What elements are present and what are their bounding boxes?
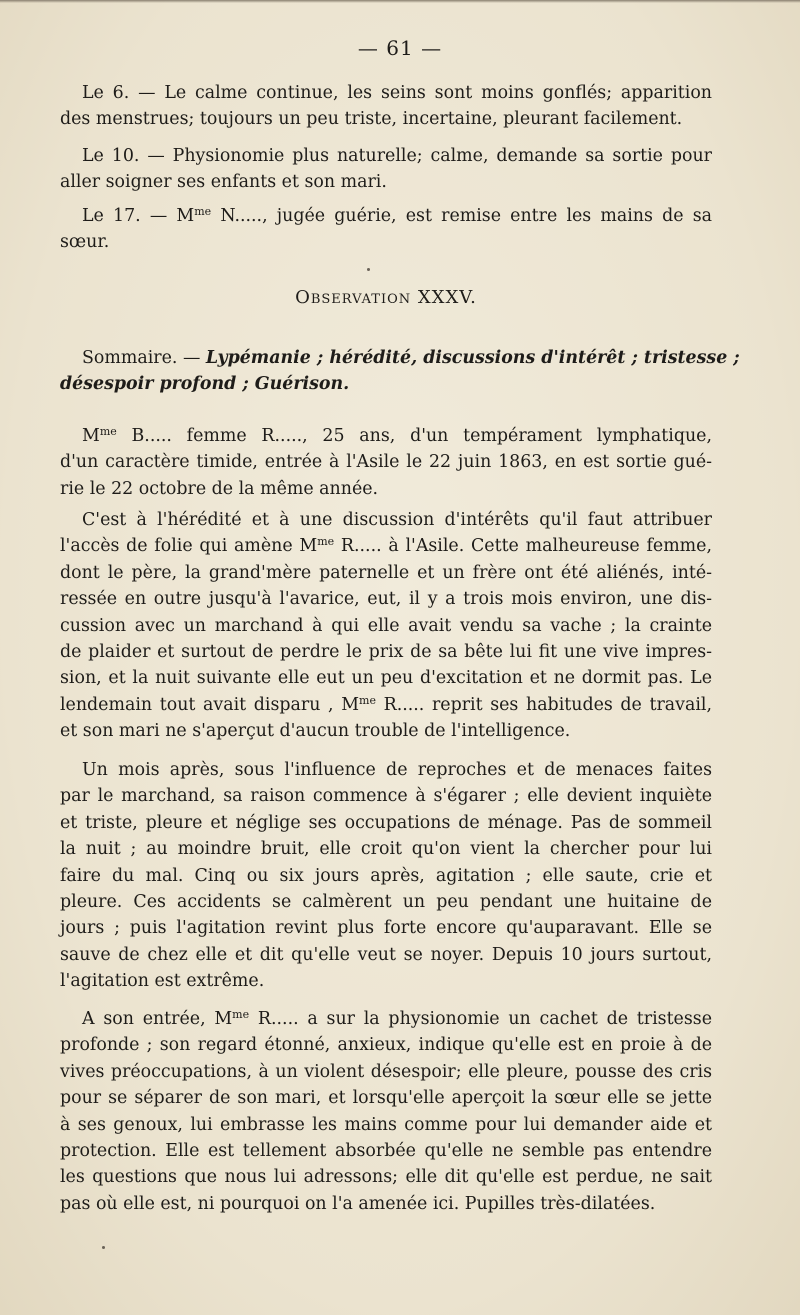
text-fragment: N....., jugée guérie, est remise entre les mains de sa (211, 206, 712, 226)
text-fragment: R..... à l'Asile. Cette malheureuse femme, (334, 536, 712, 557)
page-top-edge (0, 0, 800, 3)
text-line: d'un caractère timide, entrée à l'Asile le 22 juin 1863, en est sortie gué- (60, 452, 712, 473)
sommaire-line (60, 371, 712, 397)
sommaire-label: Sommaire. — (82, 348, 206, 368)
text-fragment: A son entrée, M (82, 1009, 233, 1029)
text-line: dont le père, la grand'mère paternelle et un frère ont été aliénés, inté- (60, 562, 712, 583)
text-line: l'agitation est extrême. (60, 971, 265, 992)
page-number: — 61 — (357, 36, 443, 60)
text-line: ressée en outre jusqu'à l'avarice, eut, il y a trois mois environ, une dis- (60, 589, 712, 610)
text-line: sion, et la nuit suivante elle eut un peu d'excitation et ne dormit pas. Le (60, 668, 712, 689)
superscript: me (359, 693, 376, 707)
observation-heading: Observation XXXV. (295, 287, 477, 308)
text-fragment: R..... reprit ses habitudes de travail, (375, 694, 712, 715)
text-line: la nuit ; au moindre bruit, elle croit qu'on vient la chercher pour lui (60, 839, 712, 860)
text-line: profonde ; son regard étonné, anxieux, indique qu'elle est en proie à de (60, 1035, 712, 1056)
text-line: sauve de chez elle et dit qu'elle veut se noyer. Depuis 10 jours surtout, (60, 944, 712, 965)
paragraph-first-line (60, 1006, 712, 1032)
text-line: et triste, pleure et néglige ses occupations de ménage. Pas de sommeil (60, 812, 712, 833)
text-line: aller soigner ses enfants et son mari. (60, 172, 387, 192)
text-line: rie le 22 octobre de la même année. (60, 478, 379, 499)
text-line: par le marchand, sa raison commence à s'égarer ; elle devient inquiète (60, 786, 712, 807)
text-line (60, 533, 712, 559)
superscript: me (232, 1008, 250, 1021)
text-line: et son mari ne s'aperçut d'aucun trouble de l'intelligence. (60, 721, 571, 742)
text-line: pour se séparer de son mari, et lorsqu'elle aperçoit la sœur elle se jette (60, 1088, 712, 1109)
text-line: protection. Elle est tellement absorbée qu'elle ne semble pas entendre (60, 1141, 712, 1161)
text-line: pleure. Ces accidents se calmèrent un peu pendant une huitaine de (60, 892, 712, 912)
text-line: Le 10. — Physionomie plus naturelle; calme, demande sa sortie pour (82, 146, 712, 166)
text-line: à ses genoux, lui embrasse les mains comme pour lui demander aide et (60, 1114, 712, 1135)
paragraph-first-line: C'est à l'hérédité et à une discussion d'intérêts qu'il faut attribuer (82, 510, 712, 530)
text-line: Le 6. — Le calme continue, les seins sont moins gonflés; apparition (82, 83, 712, 103)
text-line: pas où elle est, ni pourquoi on l'a amenée ici. Pupilles très-dilatées. (60, 1193, 656, 1214)
text-fragment: B..... femme R....., 25 ans, d'un tempérament lymphatique, (116, 426, 712, 446)
superscript: me (99, 425, 117, 438)
text-fragment: lendemain tout avait disparu , M (60, 694, 360, 715)
text-line: des menstrues; toujours un peu triste, incertaine, pleurant facilement. (60, 109, 683, 129)
text-line: cussion avec un marchand à qui elle avait vendu sa vache ; la crainte (60, 615, 712, 636)
text-fragment: l'accès de folie qui amène M (60, 536, 318, 557)
text-fragment: R..... a sur la physionomie un cachet de tristesse (249, 1009, 712, 1029)
sommaire-keywords: Lypémanie ; hérédité, discussions d'intérêt ; tristesse ; (205, 348, 740, 368)
sommaire-line (60, 345, 740, 371)
text-line: vives préoccupations, à un violent désespoir; elle pleure, pousse des cris (60, 1061, 712, 1082)
text-line: jours ; puis l'agitation revint plus forte encore qu'auparavant. Elle se (60, 918, 712, 939)
sommaire-keywords: désespoir profond ; Guérison. (60, 374, 350, 394)
superscript: me (194, 205, 212, 218)
text-line: les questions que nous lui adressons; elle dit qu'elle est perdue, ne sait (60, 1167, 712, 1188)
superscript: me (317, 535, 335, 549)
text-fragment: Le 17. — M (82, 206, 195, 226)
paragraph-first-line: Un mois après, sous l'influence de reproches et de menaces faites (82, 760, 712, 780)
text-line: faire du mal. Cinq ou six jours après, agitation ; elle saute, crie et (60, 865, 712, 886)
text-line (60, 203, 712, 229)
ink-speck (367, 268, 370, 271)
text-line: de plaider et surtout de perdre le prix de sa bête lui fit une vive impres- (60, 642, 712, 662)
text-line (60, 692, 712, 718)
text-fragment: M (82, 426, 100, 446)
ink-speck (102, 1246, 105, 1249)
text-line: sœur. (60, 232, 110, 252)
paragraph-first-line (60, 423, 712, 449)
